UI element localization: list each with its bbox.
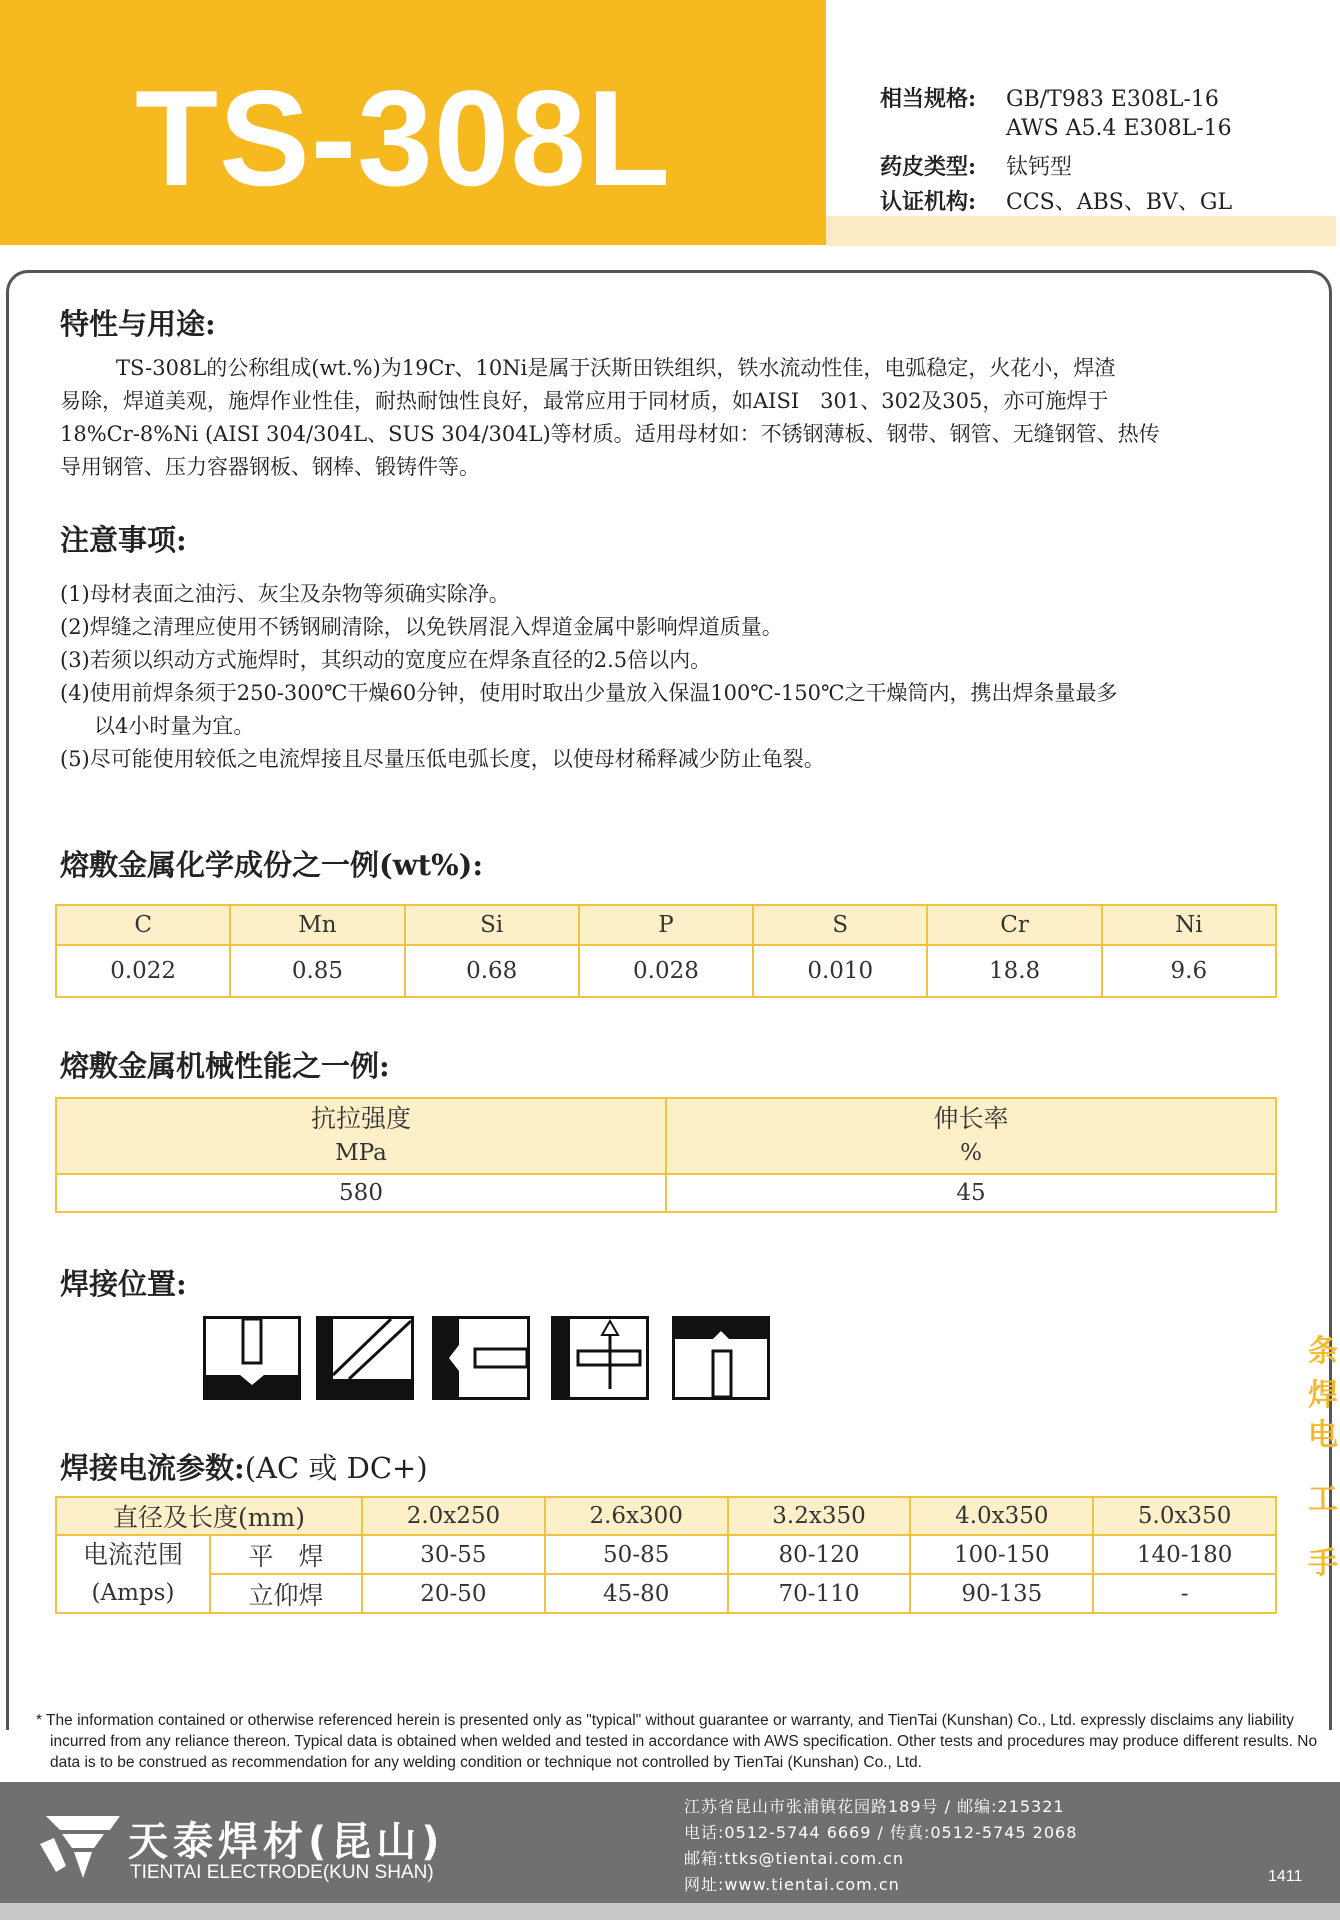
tensile-label: 抗拉强度 [310,1104,411,1133]
chem-header-row [56,905,1276,945]
current-header-row [56,1497,1276,1535]
positions-title: 焊接位置: [60,1267,187,1301]
footer-bottom-band [0,1903,1340,1920]
current-cell: 50-85 [545,1535,728,1574]
chem-value-cell: 0.68 [405,945,579,997]
current-cell: 45-80 [545,1574,728,1613]
size-header-cell: 2.0x250 [362,1497,545,1535]
features-line: 易除，焊道美观，施焊作业性佳，耐热耐蚀性良好，最常应用于同材质，如AISI 301、302及305，亦可施焊于 [60,389,1109,413]
current-cell: 80-120 [728,1535,911,1574]
disclaimer [36,1710,1316,1773]
note-item: (4)使用前焊条须于250-300℃干燥60分钟，使用时取出少量放入保温100℃-150℃之干燥筒内，携出焊条量最多 [60,681,1118,705]
current-row-vertical-overhead [56,1574,1276,1613]
note-item: (3)若须以织动方式施焊时，其织动的宽度应在焊条直径的2.5倍以内。 [60,648,712,672]
current-cell: 100-150 [910,1535,1093,1574]
chem-value-cell: 9.6 [1102,945,1276,997]
side-text-char: 电 [1308,1418,1338,1453]
note-item: (1)母材表面之油污、灰尘及杂物等须确实除净。 [60,582,510,606]
current-row-flat [56,1535,1276,1574]
mech-table [55,1097,1277,1213]
footer-phone: 电话:0512-5744 6669 / 传真:0512-5745 2068 [684,1823,1078,1842]
features-title: 特性与用途: [60,307,216,341]
tensile-unit: MPa [335,1140,387,1166]
chem-value-row [56,945,1276,997]
chem-title: 熔敷金属化学成份之一例(wt%): [60,848,484,882]
horizontal-position-icon [316,1316,414,1400]
current-cell: 30-55 [362,1535,545,1574]
vertical-up-position-icon [551,1316,649,1400]
footer-email: 邮箱:ttks@tientai.com.cn [684,1849,905,1868]
current-title: 焊接电流参数:(AC 或 DC+) [60,1451,428,1485]
elongation-label: 伸长率 [933,1104,1009,1133]
footer-address: 江苏省昆山市张浦镇花园路189号 / 邮编:215321 [684,1797,1065,1816]
page-number: 1411 [1268,1868,1303,1885]
chem-value-cell: 0.022 [56,945,230,997]
diameter-header: 直径及长度(mm) [56,1497,362,1535]
notes-title: 注意事项: [60,523,187,557]
chem-header-cell: S [753,905,927,945]
vertical-overhead-label: 立仰焊 [210,1574,362,1613]
mech-value-row [56,1174,1276,1212]
current-cell: 90-135 [910,1574,1093,1613]
disclaimer-line: * The information contained or otherwise referenced herein is presented only as "typical" without guarantee or warranty, and TienTai (Kunshan) Co., Ltd. expressly disclaims any liability [36,1712,1294,1729]
chem-value-cell: 0.85 [230,945,404,997]
overhead-position-icon [672,1316,770,1400]
header-accent-bar [826,216,1336,246]
note-item: (5)尽可能使用较低之电流焊接且尽量压低电弧长度，以使母材稀释减少防止龟裂。 [60,747,825,771]
chem-header-cell: Cr [927,905,1101,945]
flat-label: 平 焊 [210,1535,362,1574]
disclaimer-line: data is to be construed as recommendation for any welding condition or technique not controlled by TienTai (Kunshan) Co., Ltd. [50,1754,922,1771]
company-name-cn: 天泰焊材(昆山) [128,1819,445,1865]
chem-value-cell: 0.028 [579,945,753,997]
current-cell: 20-50 [362,1574,545,1613]
chem-header-cell: Mn [230,905,404,945]
mech-header-row [56,1098,1276,1174]
current-cell: - [1093,1574,1276,1613]
note-item-continued: 以4小时量为宜。 [94,714,255,738]
spec-coating-type: 药皮类型: 钛钙型 [880,154,1073,180]
company-logo-icon [40,1808,126,1888]
footer-website: 网址:www.tientai.com.cn [684,1875,900,1894]
elongation-unit: % [960,1140,982,1166]
size-header-cell: 3.2x350 [728,1497,911,1535]
chem-header-cell: Ni [1102,905,1276,945]
side-text-char: 焊 [1308,1378,1338,1413]
vertical-position-icon [432,1316,530,1400]
mech-header-tensile [56,1098,666,1174]
chem-table [55,904,1277,998]
current-cell: 140-180 [1093,1535,1276,1574]
current-cell: 70-110 [728,1574,911,1613]
current-range-label: 电流范围 (Amps) [56,1535,210,1613]
spec-certification: 认证机构: CCS、ABS、BV、GL [880,189,1233,215]
features-line: 导用钢管、压力容器钢板、钢棒、锻铸件等。 [60,455,480,479]
disclaimer-line: incurred from any reliance thereon. Typical data is obtained when welded and tested in accordance with AWS specification. Other tests and procedures may produce different results. No [50,1733,1318,1750]
chem-value-cell: 18.8 [927,945,1101,997]
chem-header-cell: C [56,905,230,945]
spec-standard-gb: 相当规格: GB/T983 E308L-16 [880,86,1219,112]
mech-title: 熔敷金属机械性能之一例: [60,1049,390,1083]
chem-header-cell: Si [405,905,579,945]
flat-position-icon [203,1316,301,1400]
company-name-en: TIENTAI ELECTRODE(KUN SHAN) [130,1862,434,1883]
features-paragraph [60,352,1280,484]
side-text-char: 手 [1308,1546,1338,1581]
tensile-value: 580 [56,1174,666,1212]
size-header-cell: 4.0x350 [910,1497,1093,1535]
chem-value-cell: 0.010 [753,945,927,997]
features-line: TS-308L的公称组成(wt.%)为19Cr、10Ni是属于沃斯田铁组织，铁水流动性佳，电弧稳定，火花小，焊渣 [116,356,1116,380]
current-table [55,1496,1277,1614]
features-line: 18%Cr-8%Ni (AISI 304/304L、SUS 304/304L)等材质。适用母材如：不锈钢薄板、钢带、钢管、无缝钢管、热传 [60,422,1160,446]
product-title: TS-308L [135,62,672,214]
size-header-cell: 5.0x350 [1093,1497,1276,1535]
chem-header-cell: P [579,905,753,945]
size-header-cell: 2.6x300 [545,1497,728,1535]
note-item: (2)焊缝之清理应使用不锈钢刷清除，以免铁屑混入焊道金属中影响焊道质量。 [60,615,783,639]
spec-standard-aws: AWS A5.4 E308L-16 [1006,116,1232,141]
elongation-value: 45 [666,1174,1276,1212]
side-text-char: 条 [1308,1334,1338,1369]
mech-header-elongation [666,1098,1276,1174]
side-text-char: 工 [1308,1482,1338,1517]
